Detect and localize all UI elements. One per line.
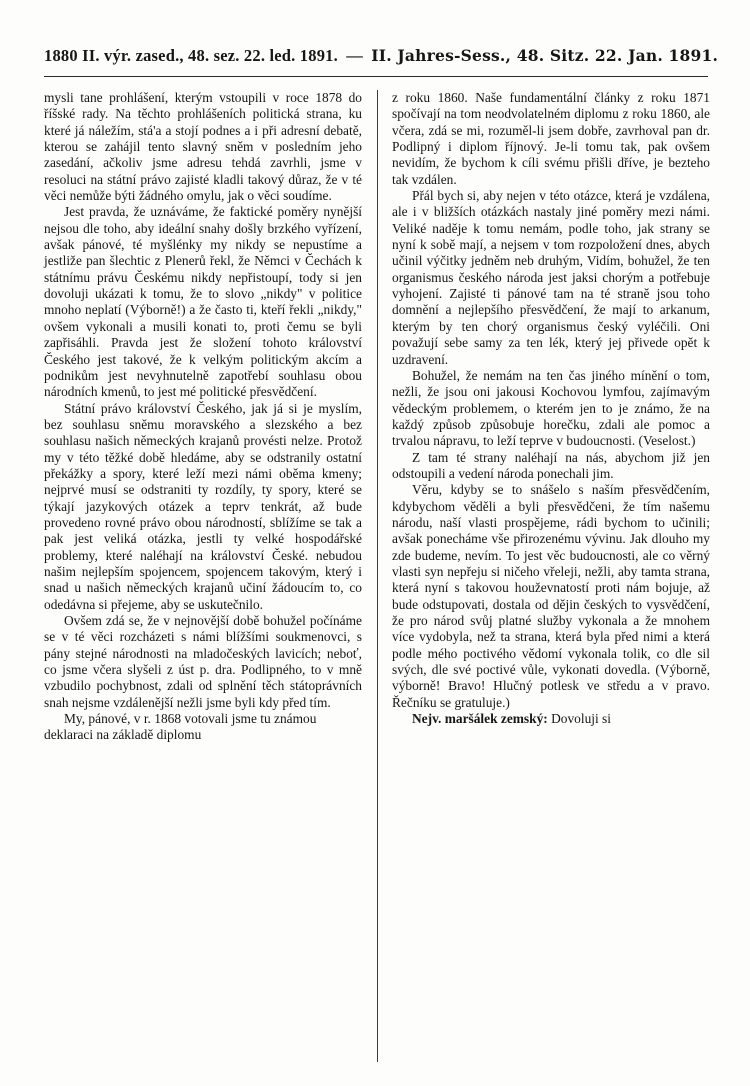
column-container	[44, 90, 710, 1062]
left-column	[44, 90, 362, 1062]
paragraph: Bohužel, že nemám na ten čas jiného mínění o tom, nežli, že jsou oni jakousi Kochovou lymfou, zajímavým vědeckým problemem, o kterém jen to je známo, že na každý způsob způsobuje horečku, zdali ale pomoc a trvalou nápravu, to leží teprve v budoucnosti. (Veselost.)	[392, 367, 710, 449]
paragraph: mysli tane prohlášení, kterým vstoupili v roce 1878 do říšské rady. Na těchto prohlášeních politická strana, ku které já náležím, stá'a a stojí podnes a i při adresní debatě, kterou se zahájil tento slavný sněm v posledním jeho zasedání, ačkoliv jsme adresu tehdá zavrhli, jsme v resoluci na státní právo zajisté kladli takový důraz, že v té věci nemůže býti žádného omylu, jak o věci soudíme.	[44, 90, 362, 204]
header-rule	[44, 76, 708, 77]
paragraph: Státní právo království Českého, jak já si je myslím, bez souhlasu sněmu moravského a slezského a bez souhlasu našich německých krajanů provésti nelze. Protož my v této těžké době hledáme, aby se odstranily ostatní překážky a spory, které leží mezi námi oběma kmeny; nejprvé musí se odstraniti ty rozdíly, ty spory, které se týkají jazykových otázek a teprv tenkrát, až bude provedeno rovné právo obou národností, sblížíme se tak a pak jest veliká otázka, jestli ty velké hospodářské problemy, které naléhají na království České. nebudou našim nejlepším spojencem, spojencem takovým, který i snad u našich německých krajanů učiní žádoucím to, co odedávna si přejeme, aby se uskutečnilo.	[44, 400, 362, 612]
paragraph: Přál bych si, aby nejen v této otázce, která je vzdálena, ale i v bližších otázkách nastaly jiné poměry mezi námi. Veliké naděje k tomu nemám, podle toho, jak strany se nyní k sobě mají, a nejsem v tom rozpoložení dnes, abych učinil výčitky jedněm neb druhým, Vidím, bohužel, že ten organismus českého národa jest jaksi chorým a potřebuje vyhojení. Zajisté ti pánové tam na té straně jsou toho domnění a nejlepšího přesvědčení, že mají to arkanum, kterým by ten chorý organismus český vyléčili. Oni považují sebe samy za ten lék, který jej přivede opět k uzdravení.	[392, 188, 710, 367]
paragraph: Ovšem zdá se, že v nejnovější době bohužel počínáme se v té věci rozcházeti s námi blížšími soukmenovci, s pány stejné národnosti na mladočeských lavicích; neboť, co jsme včera slyšeli z úst p. dra. Podlipného, to v mně vzbudilo pochybnost, zdali od splnění těch státoprávních snah nejsme vzdálenější nežli jsme byli kdy před tím.	[44, 613, 362, 710]
paragraph: Jest pravda, že uznáváme, že faktické poměry nynější nejsou dle toho, aby ideální snahy došly brzkého vyřízení, avšak pánové, té myšlénky my nikdy se nepustíme a jestliže pan šlechtic z Plenerů řekl, že Němci v Čechách k státnímu právu Českému nikdy nepřistoupí, tody si jen dovoluji ukázati k tomu, že to slovo „nikdy" v politice mnoho neplatí (Výborně!) a že často ti, kteří řekli „nikdy," ovšem vykonali a musili konati to, proti čemu se byli zapřisáhli. Pravda jest že složení tohoto království Českého jest takové, že k velkým politickým akcím a podnikům jest nevyhnutelně zapotřebí souhlasu obou národních kmenů, to jest mé politické přesvědčení.	[44, 204, 362, 400]
page-header	[44, 46, 719, 66]
column-divider	[377, 90, 378, 1062]
header-right-text: II. Jahres-Sess., 48. Sitz. 22. Jan. 1891.	[371, 46, 719, 65]
paragraph: z roku 1860. Naše fundamentální články z roku 1871 spočívají na tom neodvolatelném diplomu z roku 1860, ale včera, zdá se mi, rozuměl-li jsem dobře, zavrhoval pan dr. Podlipný i diplom říjnový. Je-li tomu tak, pak ovšem nevidím, že bychom k cíli svému přišli dříve, je bezteho tak vzdálen.	[392, 90, 710, 187]
speaker-text: Dovoluji si	[547, 711, 611, 727]
paragraph: My, pánové, v r. 1868 votovali jsme tu známou deklaraci na základě diplomu	[44, 711, 317, 743]
paragraph: Věru, kdyby se to snášelo s naším přesvědčením, kdybychom věděli a byli přesvědčeni, že tím našemu národu, naší vlasti prospějeme, rádi bychom to učinili; avšak ponecháme vše přirozenému vývinu. Jak dlouho my zde budeme, nevím. To jest věc budoucnosti, ale co věrný vlasti syn nepřeju si ničeho vřeleji, nežli, aby tamta strana, která nyní s takovou houževnatostí proti nám bojuje, až bude odstupovati, dostala od dějin českých to vysvědčení, že pro národ svůj platné služby vykonala a že mnohem více vydobyla, než ta strana, která byla před nimi a která podle mého poctivého vědomí vykonala tolik, co dle sil svých, dle své poctivé vůle, vykonati dovedla. (Výborně, výborně! Bravo! Hlučný potlesk ve středu a v pravo. Řečníku se gratuluje.)	[392, 482, 710, 710]
right-column	[392, 90, 710, 1062]
header-separator: —	[346, 46, 363, 65]
paragraph: Z tam té strany naléhají na nás, abychom již jen odstoupili a vedení národa ponechali jim.	[392, 449, 710, 481]
header-left-text: 1880 II. výr. zased., 48. sez. 22. led. 1891.	[44, 46, 338, 65]
speaker-name: Nejv. maršálek zemský:	[412, 711, 548, 727]
speaker-paragraph	[392, 711, 710, 727]
